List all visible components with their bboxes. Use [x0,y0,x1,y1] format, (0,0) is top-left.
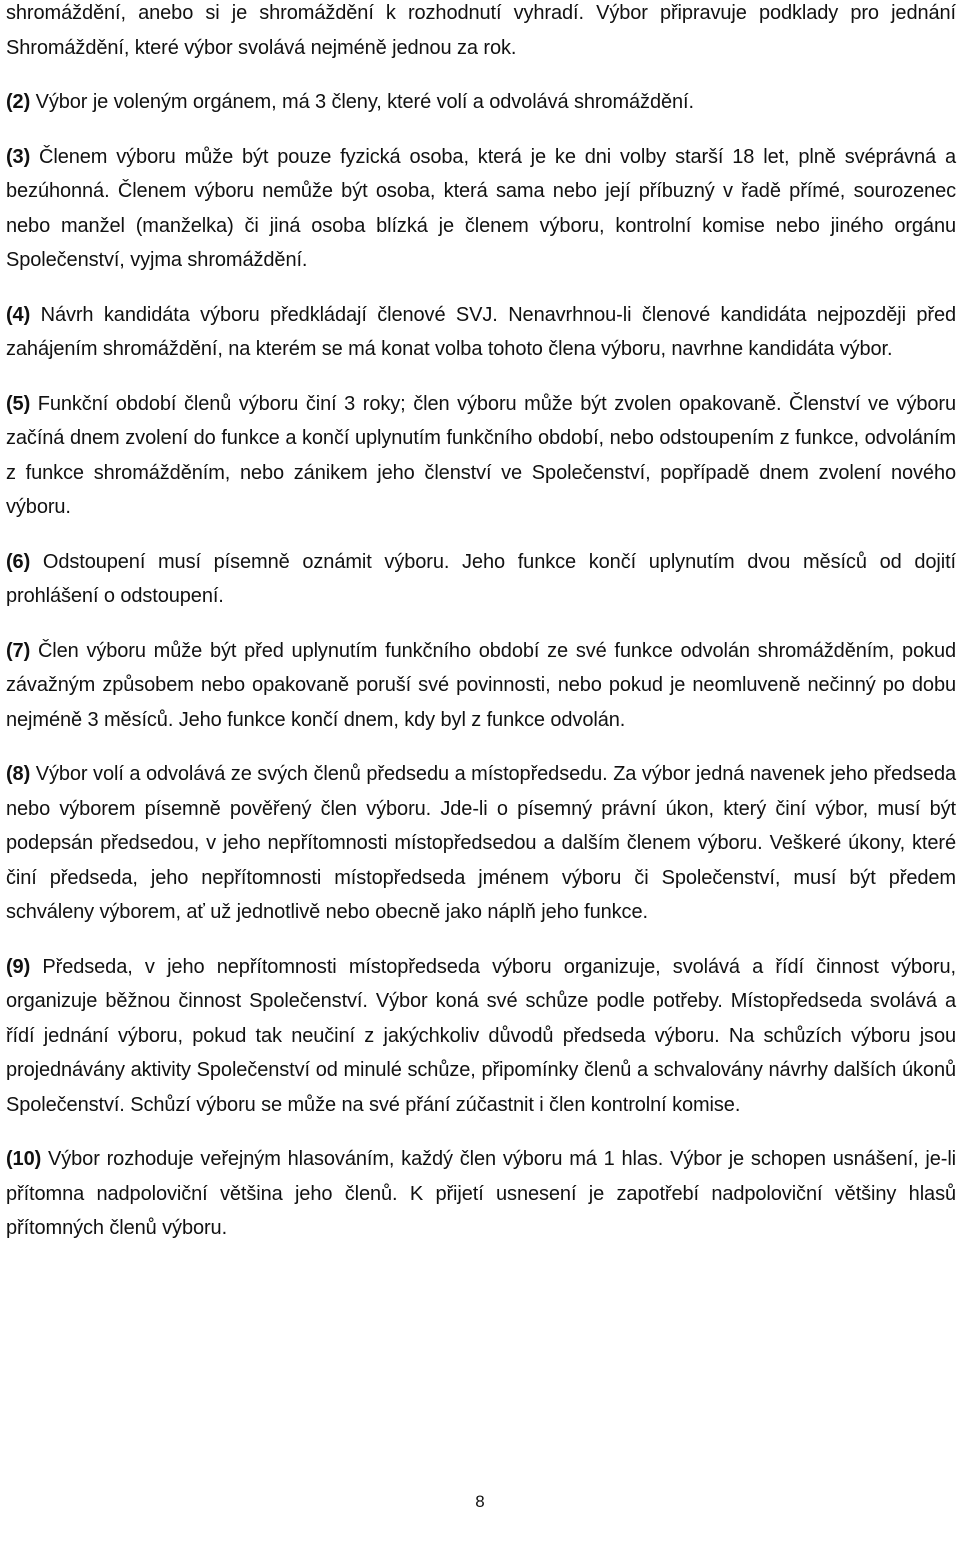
paragraph-text: Členem výboru může být pouze fyzická osoba, která je ke dni volby starší 18 let, plně svéprávná a bezúhonná. Členem výboru nemůže být osoba, která sama nebo její příbuzný v řadě přímé, sourozenec nebo manžel (manželka) či jiná osoba blízká je členem výboru, kontrolní komise nebo jiného orgánu Společenství, vyjma shromáždění. [6,145,956,271]
paragraph-text: shromáždění, anebo si je shromáždění k rozhodnutí vyhradí. Výbor připravuje podklady pro jednání Shromáždění, které výbor svolává nejméně jednou za rok. [6,2,956,59]
paragraph-continuation [6,0,956,65]
paragraph-number: (6) [6,550,31,573]
paragraph-number: (8) [6,763,31,785]
paragraph-text: Člen výboru může být před uplynutím funkčního období ze své funkce odvolán shromážděním, pokud závažným způsobem nebo opakovaně poruší své povinnosti, nebo pokud je neomluveně nečinný po dobu nejméně 3 měsíců. Jeho funkce končí dnem, kdy byl z funkce odvolán. [6,639,956,731]
paragraph-9 [6,950,956,1123]
paragraph-number: (4) [6,303,31,326]
paragraph-number: (5) [6,392,31,415]
paragraph-text: Návrh kandidáta výboru předkládají členové SVJ. Nenavrhnou-li členové kandidáta nejpozději před zahájením shromáždění, na kterém se má konat volba tohoto člena výboru, navrhne kandidáta výbor. [6,303,956,360]
paragraph-6 [6,545,956,614]
paragraph-number: (3) [6,145,31,168]
paragraph-text: Funkční období členů výboru činí 3 roky; člen výboru může být zvolen opakovaně. Členství ve výboru začíná dnem zvolení do funkce a končí uplynutím funkčního období, nebo odstoupením z funkce, odvoláním z funkce shromážděním, nebo zánikem jeho členství ve Společenství, popřípadě dnem zvolení nového výboru. [6,392,956,518]
paragraph-text: Výbor rozhoduje veřejným hlasováním, každý člen výboru má 1 hlas. Výbor je schopen usnášení, je-li přítomna nadpoloviční většina jeho členů. K přijetí usnesení je zapotřebí nadpoloviční většiny hlasů přítomných členů výboru. [6,1148,956,1239]
paragraph-text: Odstoupení musí písemně oznámit výboru. Jeho funkce končí uplynutím dvou měsíců od dojití prohlášení o odstoupení. [6,550,956,607]
page-number: 8 [475,1492,485,1511]
paragraph-3 [6,140,956,278]
paragraph-text: Výbor je voleným orgánem, má 3 členy, které volí a odvolává shromáždění. [30,91,694,113]
paragraph-10 [6,1142,956,1246]
paragraph-5 [6,387,956,525]
paragraph-8 [6,757,956,930]
paragraph-7 [6,634,956,738]
paragraph-number: (2) [6,91,31,113]
paragraph-2 [6,85,956,120]
document-page [6,0,956,1266]
paragraph-number: (9) [6,955,31,978]
paragraph-text: Výbor volí a odvolává ze svých členů předsedu a místopředsedu. Za výbor jedná navenek jeho předseda nebo výborem písemně pověřený člen výboru. Jde-li o písemný právní úkon, který činí výbor, musí být podepsán předsedou, v jeho nepřítomnosti místopředsedou a dalším členem výboru. Veškeré úkony, které činí předseda, jeho nepřítomnosti místopředseda jménem výboru či Společenství, musí být předem schváleny výborem, ať už jednotlivě nebo obecně jako náplň jeho funkce. [6,763,956,923]
paragraph-text: Předseda, v jeho nepřítomnosti místopředseda výboru organizuje, svolává a řídí činnost výboru, organizuje běžnou činnost Společenství. Výbor koná své schůze podle potřeby. Místopředseda svolává a řídí jednání výboru, pokud tak neučiní z jakýchkoliv důvodů předseda výboru. Na schůzích výboru jsou projednávány aktivity Společenství od minulé schůze, připomínky členů a schvalovány návrhy dalších úkonů Společenství. Schůzí výboru se může na své přání zúčastnit i člen kontrolní komise. [6,955,956,1116]
paragraph-4 [6,298,956,367]
paragraph-number: (7) [6,639,31,662]
paragraph-number: (10) [6,1148,42,1170]
